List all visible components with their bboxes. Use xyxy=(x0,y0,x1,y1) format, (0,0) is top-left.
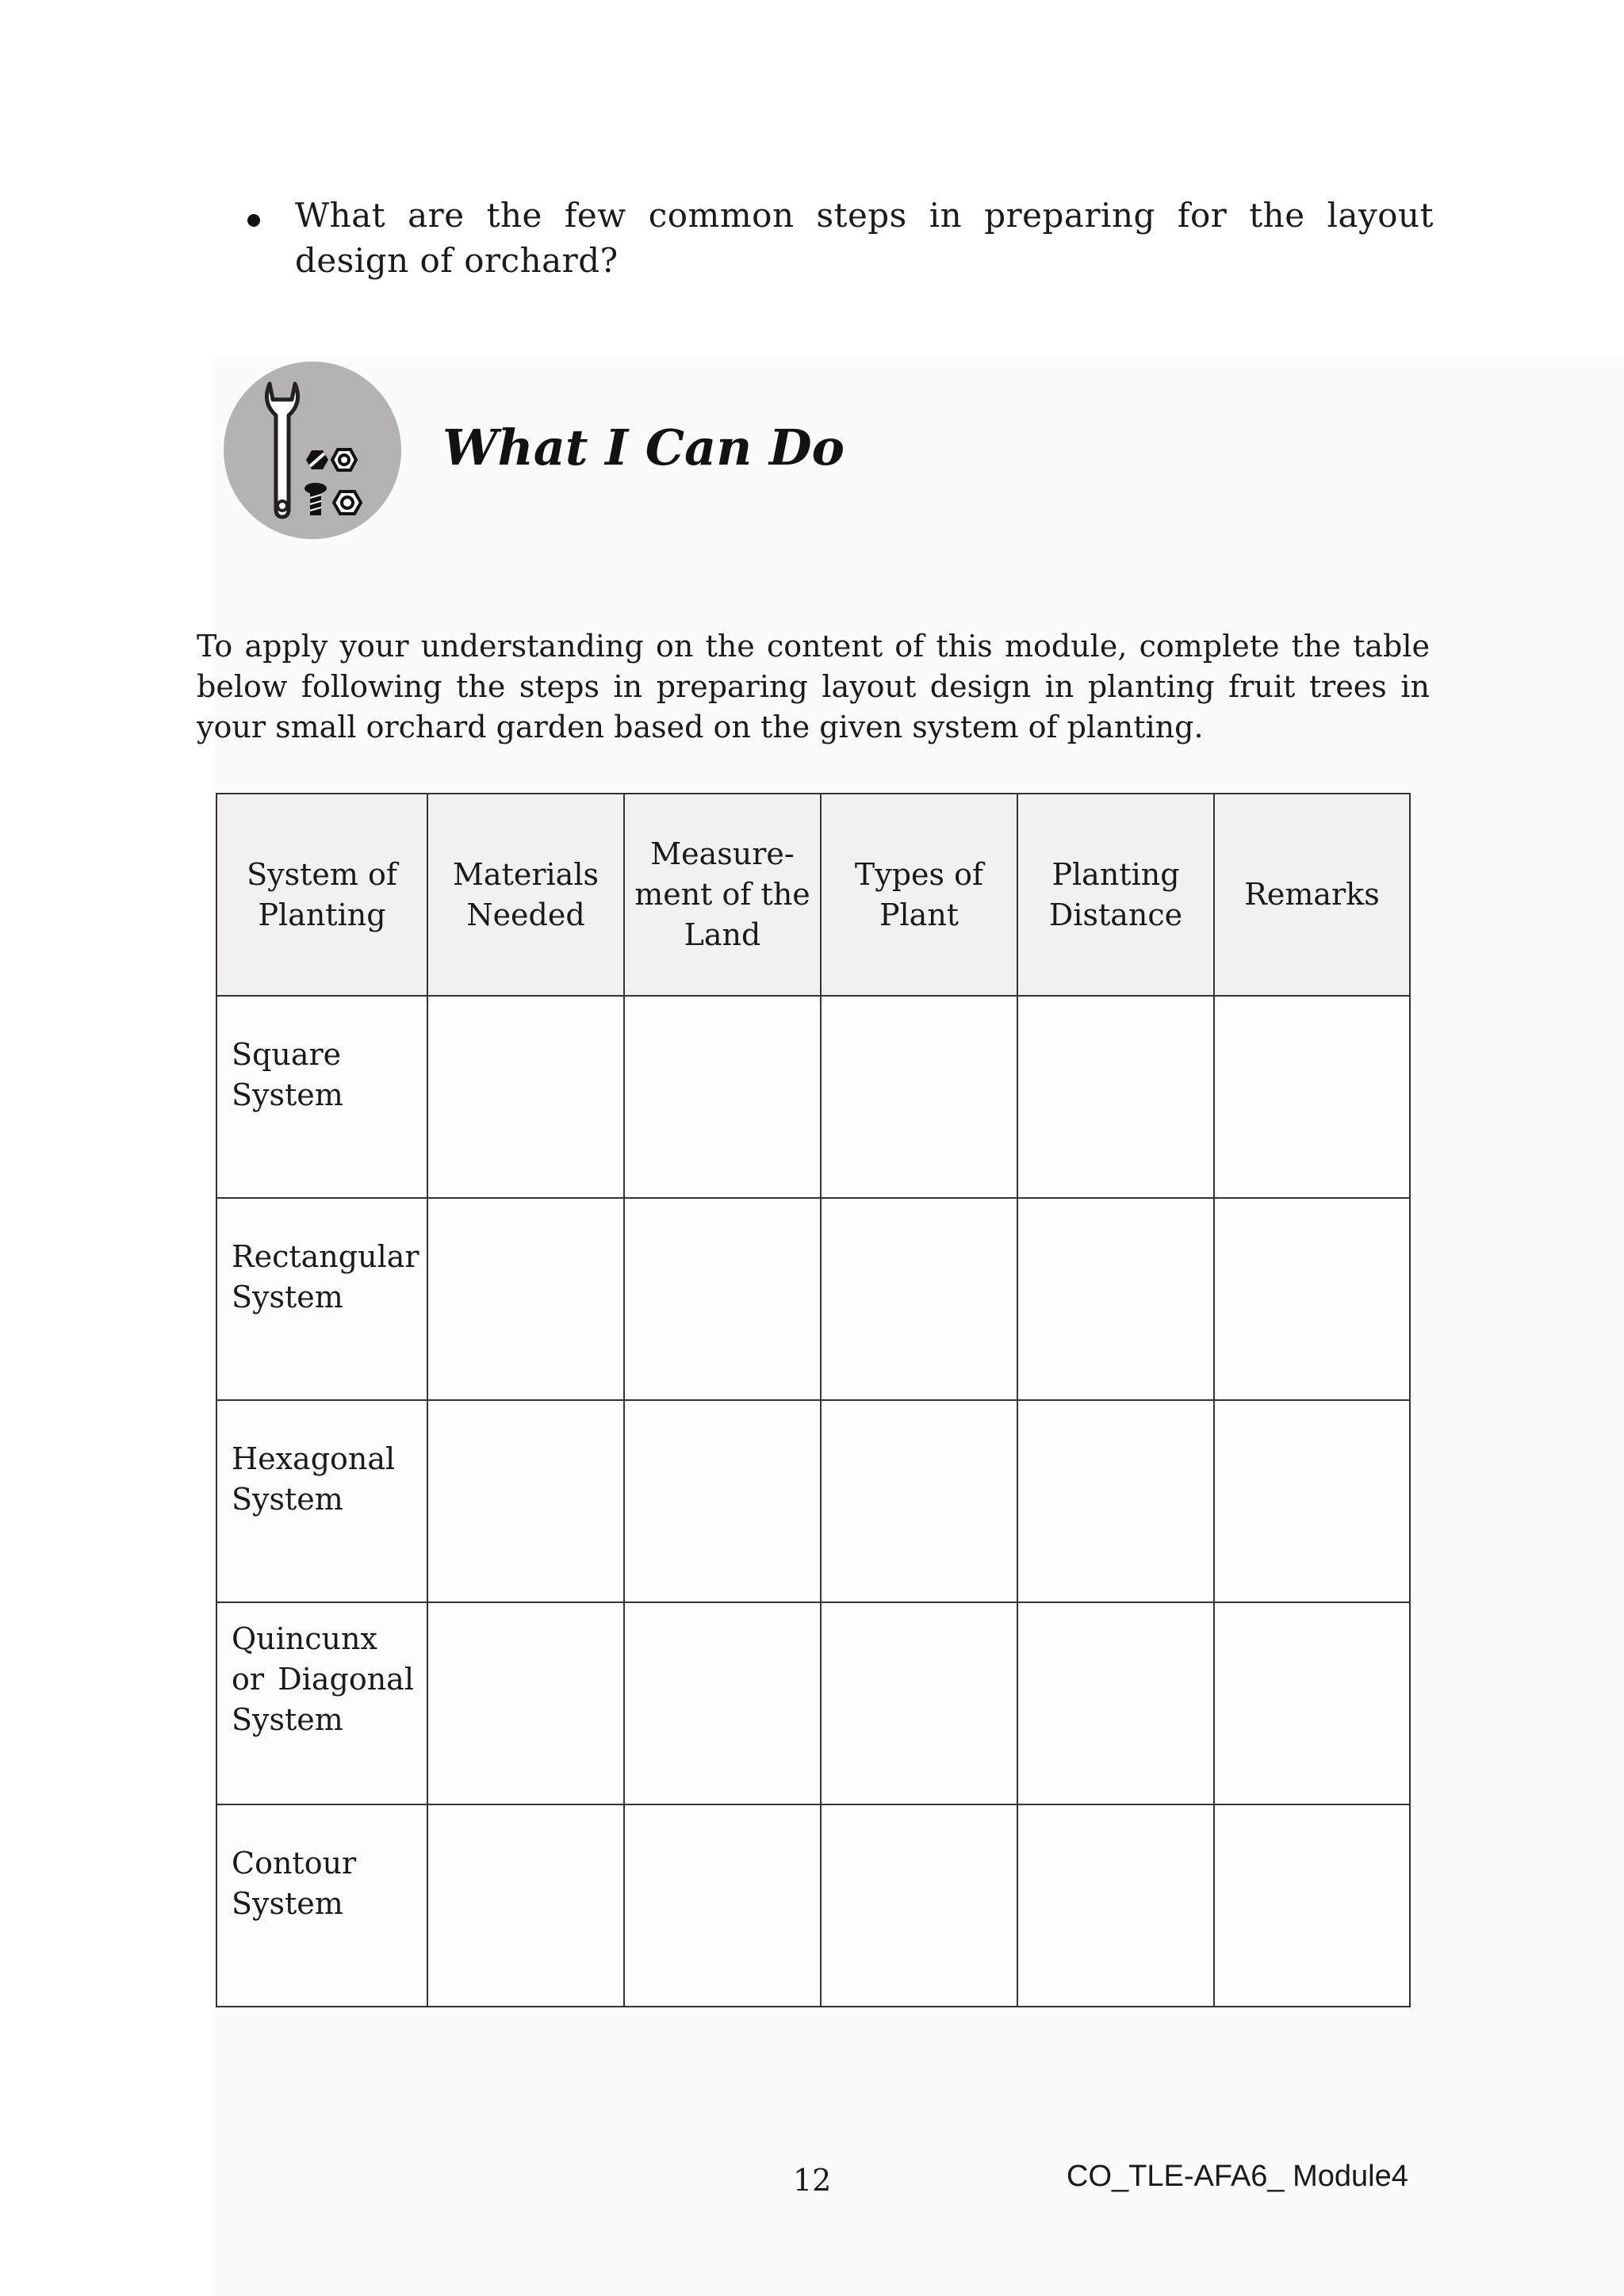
answer-cell[interactable] xyxy=(1017,996,1214,1198)
answer-cell[interactable] xyxy=(1214,1804,1410,2007)
table-row xyxy=(216,996,1410,1198)
instructions-paragraph: To apply your understanding on the content of this module, complete the table below following the steps in preparing layout design in planting fruit trees in your small orchard garden based on the given system of planting. xyxy=(197,629,1430,744)
row-label: Quincunx or Diagonal System xyxy=(216,1602,427,1804)
row-label: Hexagonal System xyxy=(216,1400,427,1602)
bullet-question-text: What are the few common steps in preparing for the layout design of orchard? xyxy=(295,196,1434,280)
column-header: Measure-ment of the Land xyxy=(624,794,821,996)
column-header: Types of Plant xyxy=(821,794,1017,996)
answer-cell[interactable] xyxy=(821,1804,1017,2007)
table-row xyxy=(216,1804,1410,2007)
row-label: Rectangular System xyxy=(216,1198,427,1400)
answer-cell[interactable] xyxy=(427,1602,624,1804)
wrench-and-nuts-icon xyxy=(224,362,401,539)
answer-cell[interactable] xyxy=(1017,1804,1214,2007)
answer-cell[interactable] xyxy=(427,1198,624,1400)
section-title: What I Can Do xyxy=(442,419,845,476)
answer-cell[interactable] xyxy=(624,1400,821,1602)
answer-cell[interactable] xyxy=(1017,1602,1214,1804)
table-row xyxy=(216,1198,1410,1400)
answer-cell[interactable] xyxy=(427,1804,624,2007)
column-header: System of Planting xyxy=(216,794,427,996)
answer-cell[interactable] xyxy=(1214,1198,1410,1400)
table-row xyxy=(216,1400,1410,1602)
table-header-row xyxy=(216,794,1410,996)
answer-cell[interactable] xyxy=(1017,1198,1214,1400)
answer-cell[interactable] xyxy=(821,1602,1017,1804)
row-label: Square System xyxy=(216,996,427,1198)
table-row xyxy=(216,1602,1410,1804)
answer-cell[interactable] xyxy=(1017,1400,1214,1602)
column-header: Remarks xyxy=(1214,794,1410,996)
column-header: Planting Distance xyxy=(1017,794,1214,996)
answer-cell[interactable] xyxy=(624,1804,821,2007)
row-label: Contour System xyxy=(216,1804,427,2007)
module-code: CO_TLE-AFA6_ Module4 xyxy=(1067,2160,1408,2193)
planting-systems-table xyxy=(216,793,1411,2007)
answer-cell[interactable] xyxy=(624,1602,821,1804)
answer-cell[interactable] xyxy=(624,1198,821,1400)
answer-cell[interactable] xyxy=(1214,1400,1410,1602)
section-header xyxy=(214,357,1624,543)
column-header: Materials Needed xyxy=(427,794,624,996)
answer-cell[interactable] xyxy=(1214,1602,1410,1804)
answer-cell[interactable] xyxy=(427,996,624,1198)
answer-cell[interactable] xyxy=(821,1400,1017,1602)
answer-cell[interactable] xyxy=(1214,996,1410,1198)
page-number: 12 xyxy=(793,2163,832,2198)
answer-cell[interactable] xyxy=(427,1400,624,1602)
answer-cell[interactable] xyxy=(821,996,1017,1198)
answer-cell[interactable] xyxy=(624,996,821,1198)
bullet-dot xyxy=(247,214,260,227)
answer-cell[interactable] xyxy=(821,1198,1017,1400)
